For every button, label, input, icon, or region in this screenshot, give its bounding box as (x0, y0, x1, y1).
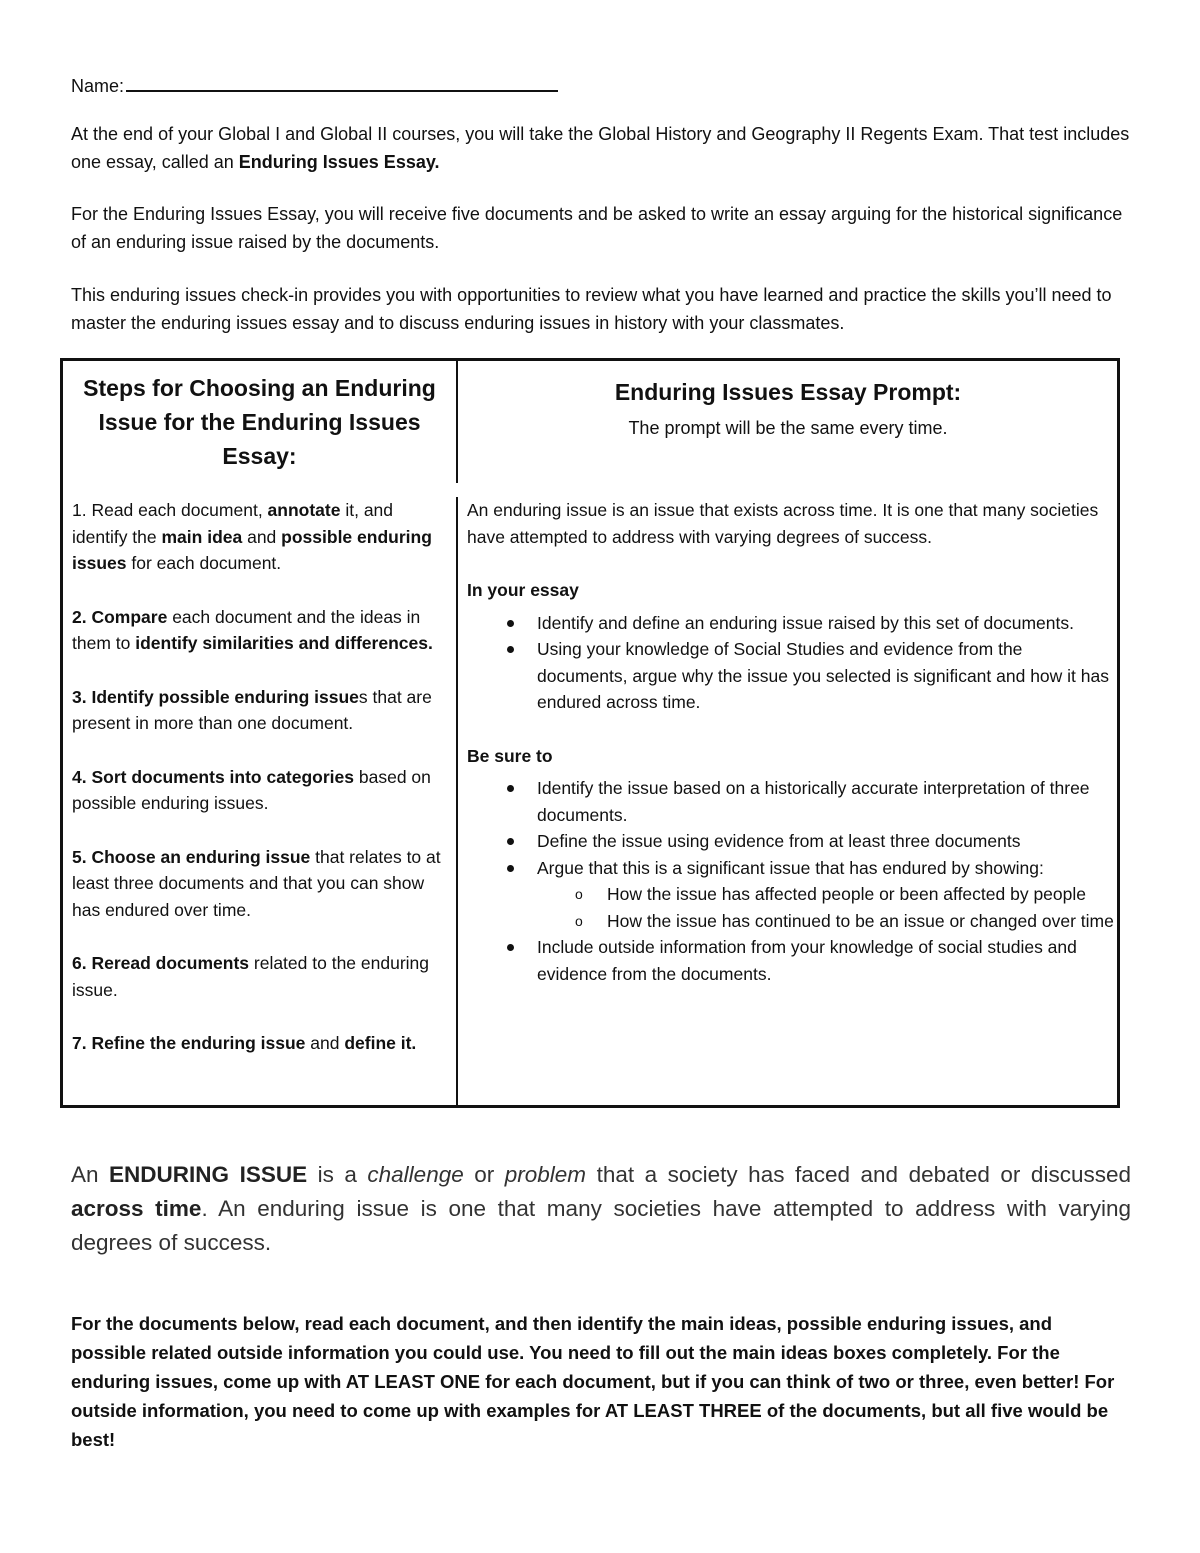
step-text: each document and the ideas in them to (72, 606, 421, 653)
step-bold: 7. (72, 1033, 92, 1053)
step-bold: Sort documents into categories (91, 766, 355, 787)
steps-heading: Steps for Choosing an Enduring Issue for the Enduring Issues Essay: (83, 375, 436, 469)
instructions-text: , read each document, and then identify the main ideas, possible enduring issues, and possible related outside information you could use. You need to fill out the main ideas boxes completely. For the enduring issues, come up with AT LEAST ONE for each document, but if you can think of two or three, even better! For outside information, you need to come up with examples for AT LEAST THREE of the documents, but all five would be best! (71, 1313, 1115, 1450)
step-bold: Reread documents (91, 953, 250, 973)
bullet-text: Argue that this is a significant issue that has endured by showing: (537, 857, 1044, 878)
bullet-icon (507, 944, 514, 951)
step-text: and (305, 1033, 345, 1053)
sub-bullet-text: How the issue has continued to be an issue or changed over time (607, 910, 1114, 931)
step-text: for each document. (126, 553, 282, 573)
sub-list-item (537, 881, 1117, 908)
intro-paragraph-1 (71, 120, 1131, 176)
step-text: based on possible enduring issues. (72, 766, 431, 813)
step-bold: possible enduring issues (72, 526, 432, 573)
step-bold: annotate (267, 500, 341, 520)
bullet-text: Include outside information from your knowledge of social studies and evidence from the documents. (537, 937, 1077, 984)
intro-paragraph-2: For the Enduring Issues Essay, you will receive five documents and be asked to write an essay arguing for the historical significance of an enduring issue raised by the documents. (71, 204, 1123, 252)
step-bold: Refine the enduring issue (91, 1033, 306, 1053)
def-bold: ENDURING ISSUE (109, 1162, 308, 1187)
circle-bullet-icon: o (575, 886, 583, 902)
list-item (467, 934, 1117, 987)
instructions-bold: For the documents below (71, 1313, 295, 1334)
prompt-subheading: The prompt will be the same every time. (628, 418, 948, 438)
intro-paragraph-3: This enduring issues check-in provides you with opportunities to review what you have learned and practice the skills you’ll need to master the enduring issues essay and to discuss enduring issues in history with your classmates. (71, 285, 1112, 333)
list-item (467, 828, 1117, 855)
step-bold: 4. (72, 766, 92, 787)
step-bold: 2. (72, 606, 92, 627)
prompt-heading-block (463, 377, 1113, 441)
sub-bullet-text: How the issue has affected people or been affected by people (607, 884, 1087, 904)
enduring-issue-definition (71, 1158, 1131, 1260)
step-text: it, and identify the (72, 500, 394, 547)
step-bold: Compare (91, 606, 168, 627)
column-divider-bottom (456, 497, 458, 1105)
def-italic: problem (504, 1162, 587, 1187)
bullet-icon (507, 785, 514, 792)
circle-bullet-icon: o (575, 912, 583, 929)
step-text: that relates to at least three documents and that you can show has endured over time. (72, 846, 441, 920)
bullet-text: Using your knowledge of Social Studies and evidence from the documents, argue why the issue you selected is significant and how it has endured across time. (537, 639, 1109, 712)
list-item (467, 610, 1117, 637)
bullet-text: Define the issue using evidence from at least three documents (537, 831, 1021, 851)
bullet-text: Identify and define an enduring issue raised by this set of documents. (537, 612, 1074, 633)
def-text: or (463, 1162, 505, 1187)
column-divider-top (456, 361, 458, 483)
step-5 (72, 844, 452, 924)
step-bold: 6. (72, 953, 92, 973)
step-bold: identify similarities and differences. (135, 633, 433, 653)
be-sure-to-heading: Be sure to (467, 745, 553, 766)
step-bold: 3. (72, 686, 92, 707)
step-7 (72, 1030, 452, 1057)
def-bold: across time (71, 1196, 202, 1221)
prompt-heading: Enduring Issues Essay Prompt: (614, 379, 962, 405)
bullet-icon (507, 865, 514, 872)
step-text: related to the enduring issue. (72, 953, 430, 1000)
sub-list-item (537, 908, 1117, 935)
bullet-text: Identify the issue based on a historically accurate interpretation of three documents. (537, 778, 1090, 825)
essay-steps-table (60, 358, 1120, 1108)
step-bold: define it. (344, 1033, 417, 1053)
bullet-icon (507, 620, 514, 627)
step-3 (72, 684, 452, 737)
bullet-icon (507, 646, 514, 653)
in-your-essay-heading: In your essay (467, 580, 579, 600)
step-text: s that are present in more than one document. (72, 686, 432, 733)
name-label: Name: (71, 76, 125, 96)
sub-bullet-list (537, 881, 1117, 934)
document-instructions (71, 1309, 1131, 1454)
step-bold: Identify possible enduring issue (91, 686, 359, 707)
intro-p1-bold: Enduring Issues Essay. (238, 152, 440, 172)
step-6 (72, 950, 452, 1003)
def-text: . An enduring issue is one that many societies have attempted to address with varying degrees of success. (71, 1196, 1131, 1255)
step-bold: Choose an enduring issue (91, 846, 311, 867)
list-item (467, 855, 1117, 935)
step-bold: 5. (72, 846, 92, 867)
list-item (467, 636, 1117, 716)
bullet-icon (507, 838, 514, 845)
def-text: is a (307, 1162, 368, 1187)
steps-list (72, 497, 452, 1084)
prompt-body (467, 497, 1117, 987)
def-italic: challenge (367, 1162, 464, 1187)
step-4 (72, 764, 452, 817)
name-field[interactable] (71, 74, 558, 97)
step-bold: main idea (161, 526, 243, 547)
name-blank-line[interactable] (126, 74, 558, 92)
step-text: 1. Read each document, (72, 500, 268, 520)
step-2 (72, 604, 452, 657)
step-text: and (242, 526, 282, 547)
list-item (467, 775, 1117, 828)
essay-bullet-list (467, 610, 1117, 716)
be-sure-bullet-list (467, 775, 1117, 987)
prompt-intro: An enduring issue is an issue that exists across time. It is one that many societies have attempted to address with varying degrees of success. (467, 500, 1099, 547)
def-text: that a society has faced and debated or discussed (586, 1162, 1131, 1187)
step-1 (72, 497, 452, 577)
def-text: An (71, 1162, 110, 1187)
intro-p1-text: At the end of your Global I and Global II courses, you will take the Global History and Geography II Regents Exam. That test includes one essay, called an (71, 124, 1130, 172)
